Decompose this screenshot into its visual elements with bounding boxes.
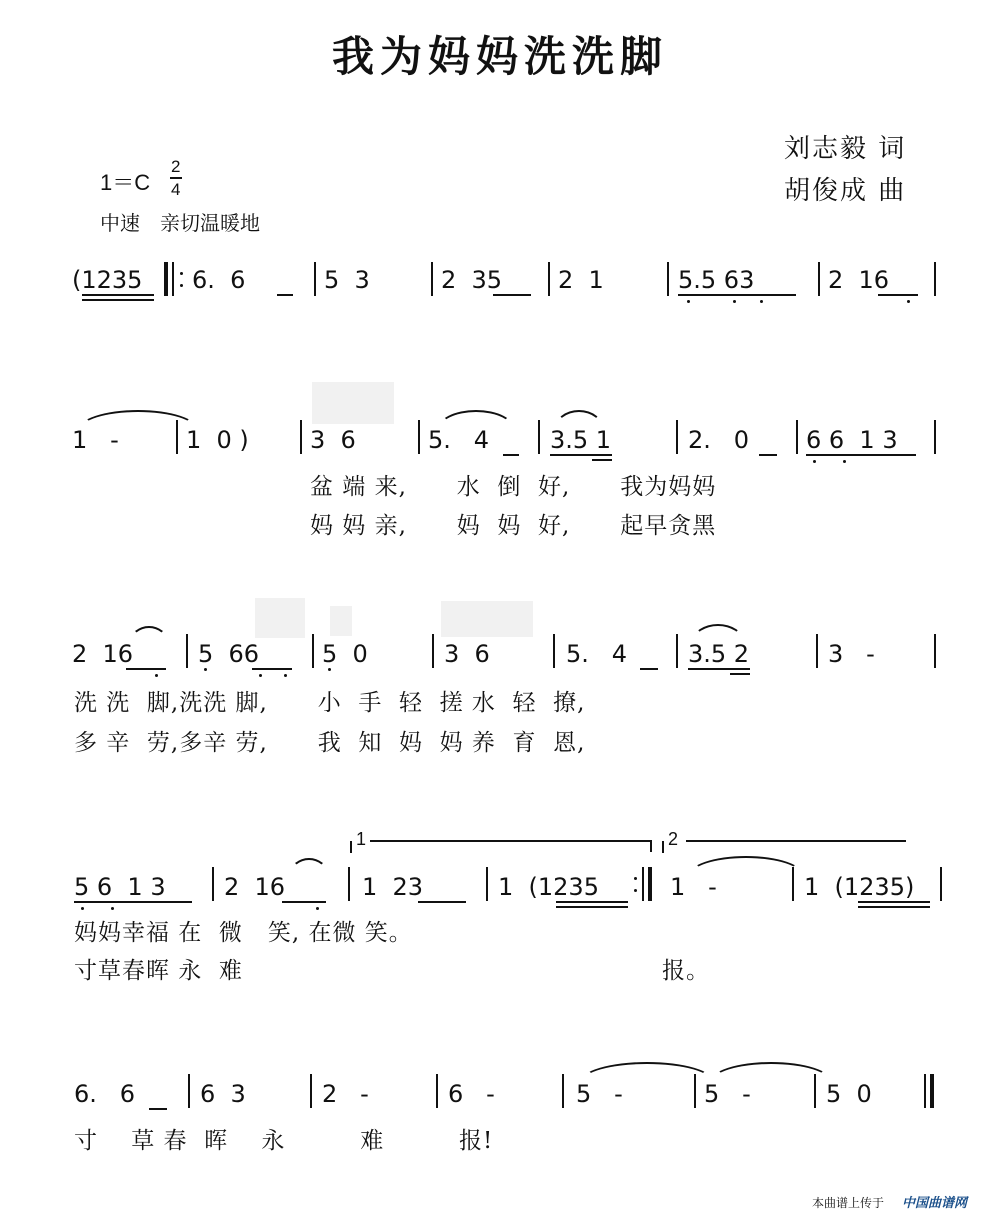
barline — [348, 867, 350, 901]
time-signature-line — [170, 177, 182, 179]
underline — [556, 901, 628, 903]
repeat-start-thick — [164, 262, 168, 296]
repeat-dot — [634, 877, 637, 880]
barline — [538, 420, 540, 454]
measure: 2. 0 — [688, 426, 750, 454]
underline — [678, 294, 796, 296]
volta-2-line — [686, 840, 906, 842]
barline — [188, 1074, 190, 1108]
measure: 1 0 ) — [186, 426, 249, 454]
measure: 5 3 — [324, 266, 370, 294]
measure: 5 66 — [198, 640, 260, 668]
measure: 2 35 — [441, 266, 503, 294]
barline — [818, 262, 820, 296]
measure: 5 - — [704, 1080, 751, 1108]
composer-credit: 胡俊成 曲 — [784, 176, 907, 206]
measure: 1 (1235 — [498, 873, 599, 901]
measure: 2 1 — [558, 266, 604, 294]
measure: 6 3 — [200, 1080, 246, 1108]
underline — [282, 901, 326, 903]
lyrics-verse-2: 寸草春晖 永 难 — [74, 958, 243, 984]
barline — [694, 1074, 696, 1108]
lyrics-verse-1: 洗 洗 脚,洗洗 脚, 小 手 轻 搓 水 轻 撩, — [74, 690, 586, 716]
lyrics-verse-2-end: 报。 — [662, 958, 710, 984]
underline — [556, 906, 628, 908]
intro-measure: (1235 — [72, 266, 143, 294]
barline — [940, 867, 942, 901]
underline — [418, 901, 466, 903]
lyricist-credit: 刘志毅 词 — [784, 134, 907, 164]
measure: 5 0 — [322, 640, 368, 668]
barline — [934, 262, 936, 296]
low-octave-dot — [111, 907, 114, 910]
barline — [431, 262, 433, 296]
barline — [310, 1074, 312, 1108]
lyrics-verse-2: 多 辛 劳,多辛 劳, 我 知 妈 妈 养 育 恩, — [74, 730, 586, 756]
barline — [186, 634, 188, 668]
low-octave-dot — [155, 674, 158, 677]
low-octave-dot — [813, 460, 816, 463]
barline — [300, 420, 302, 454]
tempo-marking: 中速 亲切温暖地 — [100, 213, 260, 235]
slur — [290, 858, 328, 874]
measure: 5 - — [576, 1080, 623, 1108]
low-octave-dot — [687, 300, 690, 303]
low-octave-dot — [907, 300, 910, 303]
lyrics-verse-1: 盆 端 来, 水 倒 好, 我为妈妈 — [310, 474, 717, 500]
underline — [688, 668, 750, 670]
underline — [858, 906, 930, 908]
scan-smudge — [255, 598, 305, 638]
measure: 6. 6 — [74, 1080, 136, 1108]
barline — [814, 1074, 816, 1108]
repeat-end-thick — [648, 867, 652, 901]
underline — [806, 454, 916, 456]
underline — [592, 459, 612, 461]
volta-1-line — [370, 840, 652, 842]
underline — [759, 454, 777, 456]
lyrics: 寸 草 春 晖 永 难 报! — [74, 1128, 494, 1154]
low-octave-dot — [843, 460, 846, 463]
barline — [667, 262, 669, 296]
barline — [676, 420, 678, 454]
barline — [816, 634, 818, 668]
footer-text: 本曲谱上传于 — [812, 1196, 885, 1210]
underline — [858, 901, 930, 903]
barline — [676, 634, 678, 668]
lyrics-verse-1: 妈妈幸福 在 微 笑, 在微 笑。 — [74, 920, 413, 946]
barline — [176, 420, 178, 454]
barline — [553, 634, 555, 668]
measure: 6. 6 — [192, 266, 246, 294]
low-octave-dot — [328, 668, 331, 671]
scan-smudge — [330, 606, 352, 636]
barline — [432, 634, 434, 668]
underline — [493, 294, 531, 296]
measure: 1 23 — [362, 873, 424, 901]
slur — [130, 626, 168, 642]
measure: 2 16 — [72, 640, 134, 668]
measure: 5.5 63 — [678, 266, 755, 294]
key-signature: 1＝C — [100, 170, 151, 195]
measure: 5. 4 — [566, 640, 628, 668]
barline — [792, 867, 794, 901]
barline — [418, 420, 420, 454]
barline — [314, 262, 316, 296]
measure: 3.5 2 — [688, 640, 750, 668]
barline — [548, 262, 550, 296]
repeat-start-thin — [172, 262, 174, 296]
low-octave-dot — [316, 907, 319, 910]
volta-2-bracket — [662, 841, 664, 853]
barline — [796, 420, 798, 454]
barline — [312, 634, 314, 668]
measure: 3 6 — [444, 640, 490, 668]
measure: 1 (1235) — [804, 873, 915, 901]
volta-1-end — [650, 840, 652, 852]
measure: 5 0 — [826, 1080, 872, 1108]
repeat-dot — [180, 284, 183, 287]
barline — [934, 634, 936, 668]
volta-2-label: 2 — [668, 829, 679, 849]
low-octave-dot — [81, 907, 84, 910]
measure: 6 - — [448, 1080, 495, 1108]
measure: 5 6 1 3 — [74, 873, 166, 901]
final-barline-thin — [924, 1074, 926, 1108]
measure: 2 - — [322, 1080, 369, 1108]
low-octave-dot — [284, 674, 287, 677]
measure: 3 - — [828, 640, 875, 668]
lyrics-verse-2: 妈 妈 亲, 妈 妈 好, 起早贪黑 — [310, 513, 717, 539]
measure: 2 16 — [224, 873, 286, 901]
underline — [82, 299, 154, 301]
volta-1-label: 1 — [356, 829, 367, 849]
underline — [640, 668, 658, 670]
scan-smudge — [312, 382, 394, 424]
measure: 1 - — [670, 873, 717, 901]
underline — [277, 294, 293, 296]
measure: 3.5 1 — [550, 426, 612, 454]
underline — [82, 294, 154, 296]
underline — [730, 673, 750, 675]
barline — [562, 1074, 564, 1108]
repeat-dot — [634, 889, 637, 892]
measure: 5. 4 — [428, 426, 490, 454]
measure: 3 6 — [310, 426, 356, 454]
low-octave-dot — [760, 300, 763, 303]
repeat-end-thin — [642, 867, 644, 901]
repeat-dot — [180, 272, 183, 275]
underline — [252, 668, 292, 670]
measure: 1 - — [72, 426, 119, 454]
final-barline-thick — [930, 1074, 934, 1108]
time-signature-bottom: 4 — [171, 180, 181, 199]
low-octave-dot — [204, 668, 207, 671]
underline — [149, 1108, 167, 1110]
underline — [126, 668, 166, 670]
underline — [503, 454, 519, 456]
site-logo[interactable]: 中国曲谱网 — [902, 1195, 968, 1210]
underline — [550, 454, 612, 456]
time-signature-top: 2 — [171, 157, 181, 176]
scan-smudge — [441, 601, 533, 637]
song-title: 我为妈妈洗洗脚 — [331, 32, 668, 81]
low-octave-dot — [733, 300, 736, 303]
barline — [436, 1074, 438, 1108]
measure: 6 6 1 3 — [806, 426, 898, 454]
barline — [934, 420, 936, 454]
underline — [878, 294, 918, 296]
volta-1-bracket — [350, 841, 352, 853]
measure: 2 16 — [828, 266, 890, 294]
low-octave-dot — [259, 674, 262, 677]
barline — [212, 867, 214, 901]
underline — [74, 901, 192, 903]
barline — [486, 867, 488, 901]
